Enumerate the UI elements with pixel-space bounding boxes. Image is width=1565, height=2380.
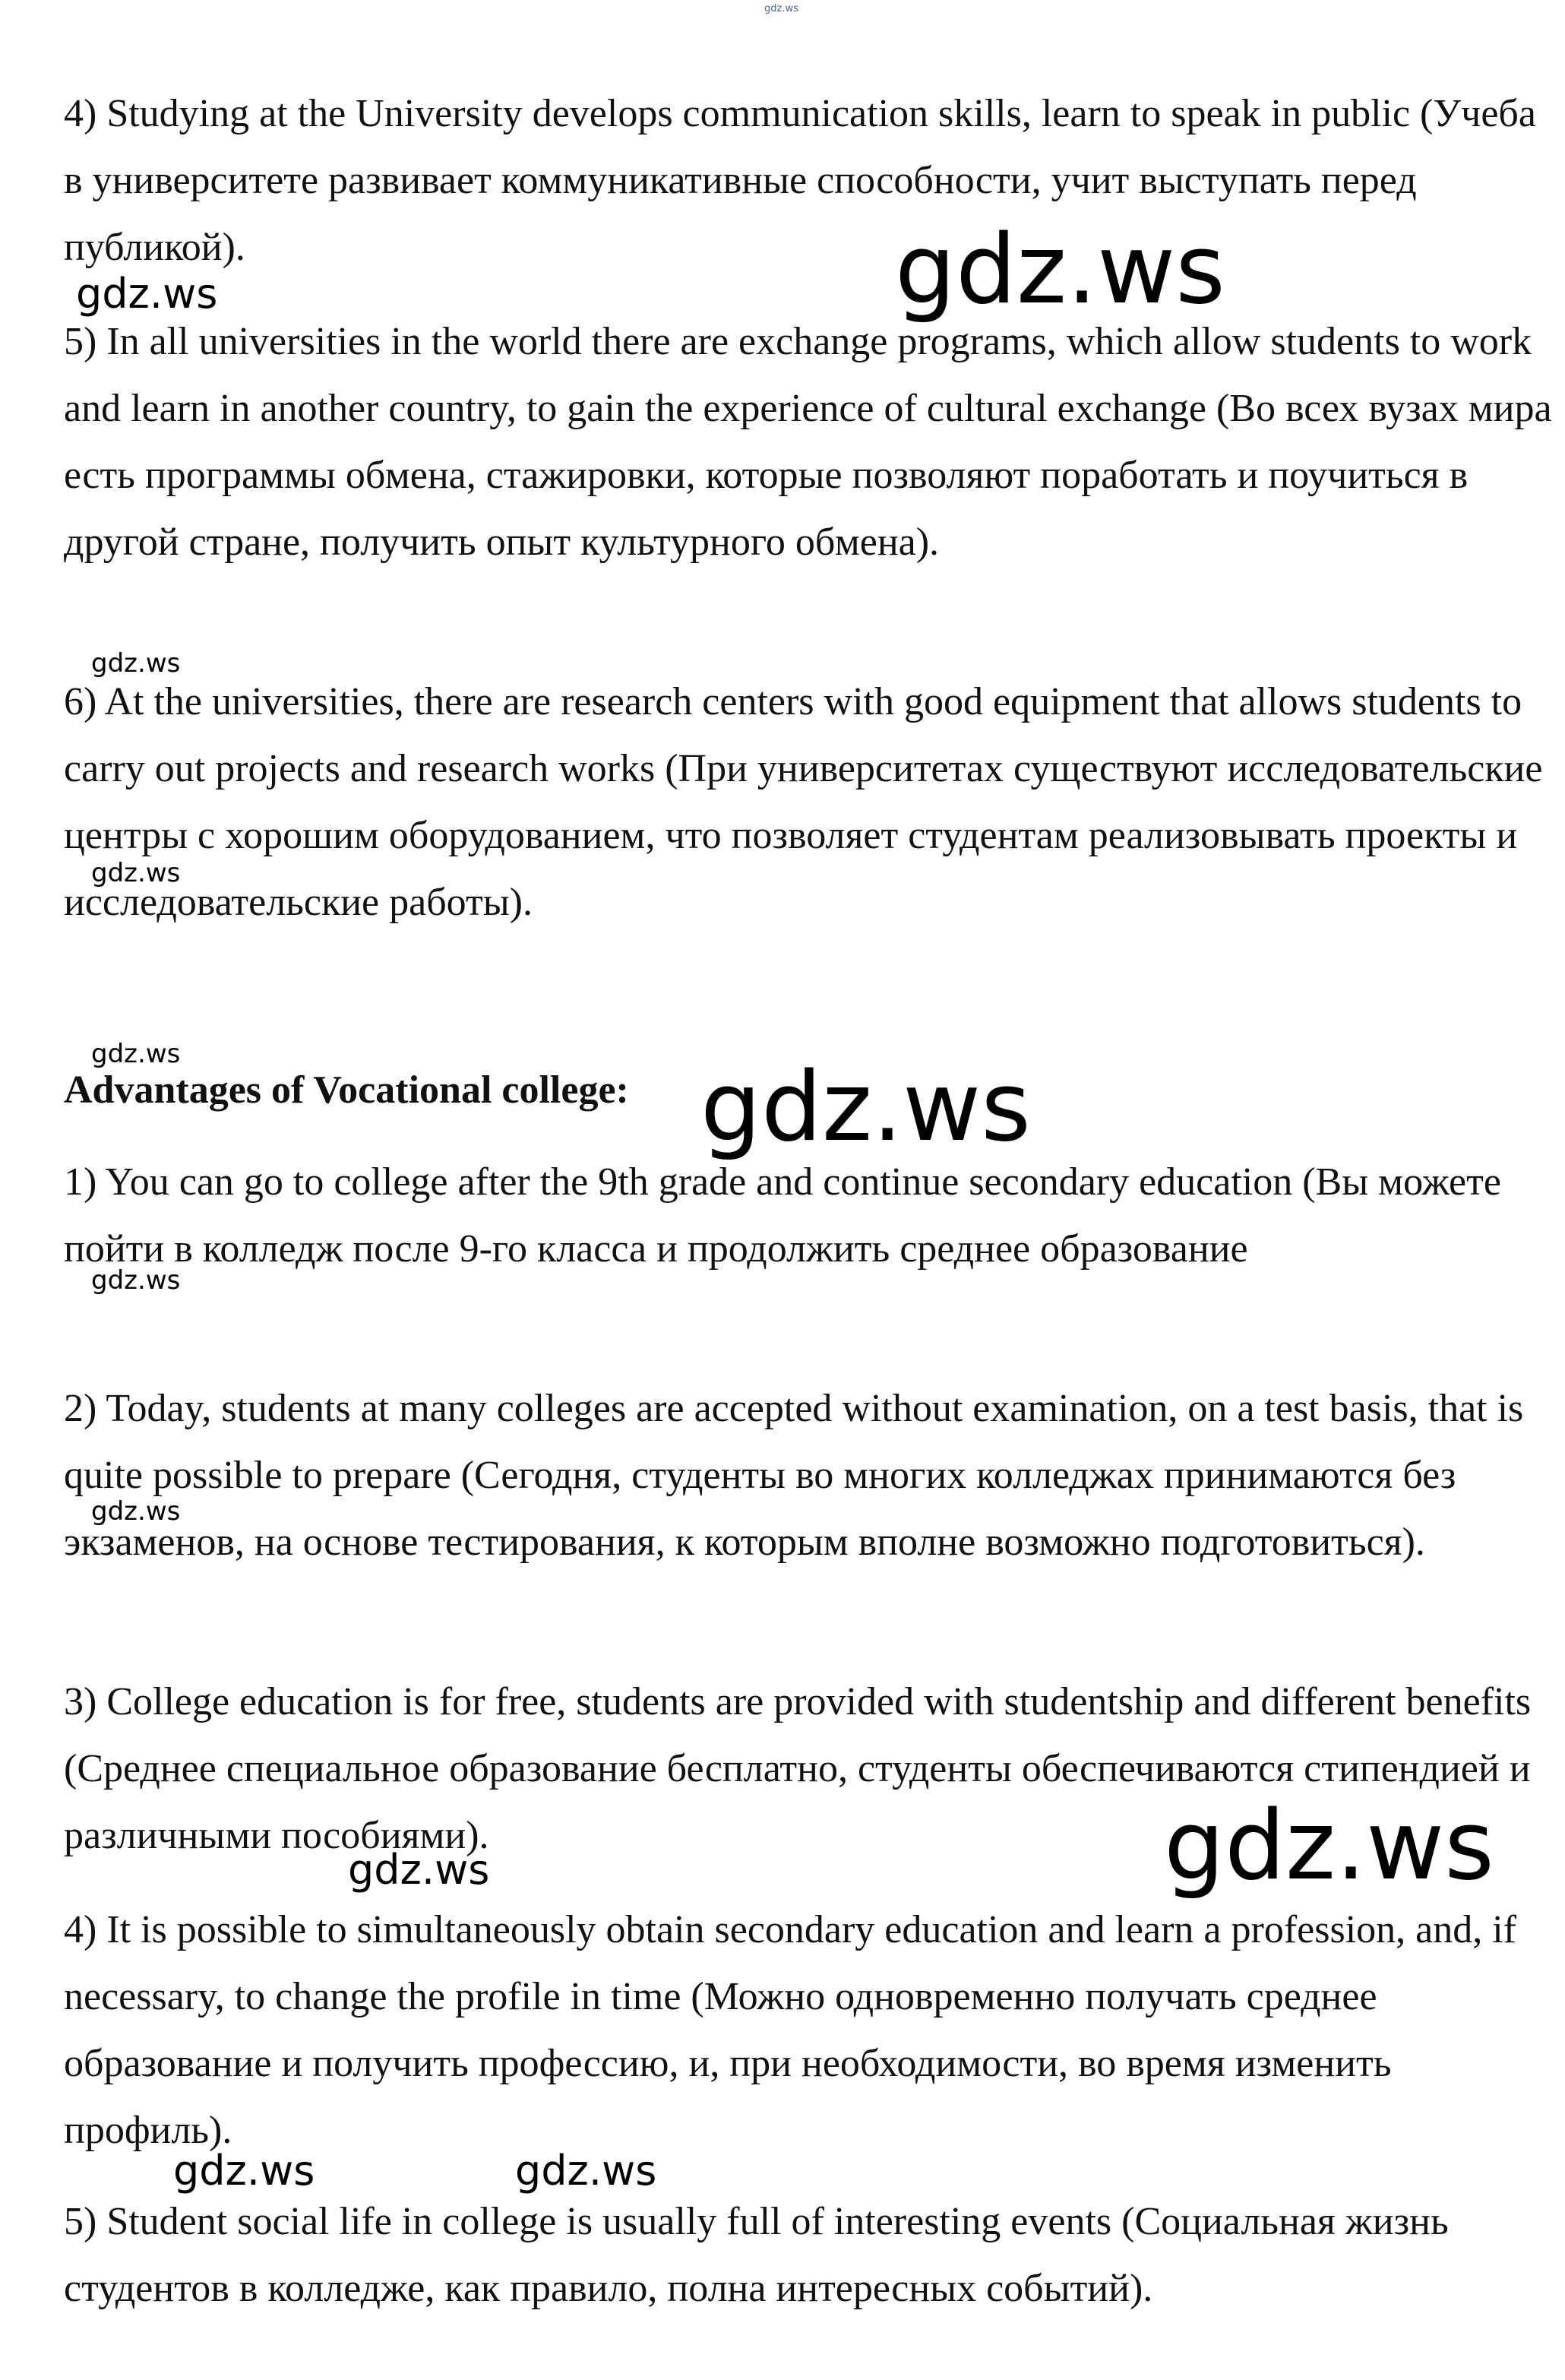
- paragraph-college-5: 5) Student social life in college is usually full of interesting events (Социальная жизнь студентов в колледже, как правило, полна интересных событий).: [64, 2200, 1449, 2310]
- paragraph-college-1: 1) You can go to college after the 9th grade and continue secondary education (Вы можете пойти в колледж после 9-го класса и продолжить среднее образование: [64, 1160, 1501, 1271]
- watermark-large: gdz.ws: [1164, 1790, 1494, 1901]
- watermark-small: gdz.ws: [91, 858, 181, 888]
- paragraph-college-4: 4) It is possible to simultaneously obtain secondary education and learn a profession, and, if necessary, to change the profile in time (Можно одновременно получать среднее образование и получить профессию, и, при необходимости, во время изменить профиль).: [64, 1908, 1516, 2152]
- paragraph-college-2: 2) Today, students at many colleges are accepted without examination, on a test basis, that is quite possible to prepare (Сегодня, студенты во многих колледжах принимаются без экзаменов, на основе тестирования, к которым вполне возможно подготовиться).: [64, 1387, 1524, 1564]
- watermark-small: gdz.ws: [91, 1265, 181, 1296]
- watermark-small: gdz.ws: [91, 1496, 181, 1527]
- watermark-large: gdz.ws: [700, 1051, 1031, 1163]
- watermark-large: gdz.ws: [895, 214, 1225, 325]
- paragraph-college-3: 3) College education is for free, students are provided with studentship and different benefits (Среднее специальное образование бесплатно, студенты обеспечиваются стипендией и различными пособиями).: [64, 1680, 1532, 1857]
- paragraph-university-4: 4) Studying at the University develops communication skills, learn to speak in public (Учеба в университете развивает коммуникативные способности, учит выступать перед публикой).: [64, 92, 1536, 269]
- watermark-medium: gdz.ws: [173, 2147, 315, 2195]
- paragraph-university-5: 5) In all universities in the world there are exchange programs, which allow students to work and learn in another country, to gain the experience of cultural exchange (Во всех вузах мира есть программы обмена, стажировки, которые позволяют поработать и поучиться в другой стране, получить опыт культурного обмена).: [64, 320, 1552, 564]
- watermark-small: gdz.ws: [91, 1039, 181, 1069]
- watermark-medium: gdz.ws: [76, 270, 218, 318]
- watermark-medium: gdz.ws: [515, 2147, 657, 2195]
- section-heading: Advantages of Vocational college:: [64, 1068, 629, 1112]
- page-header-watermark: gdz.ws: [764, 3, 798, 14]
- watermark-small: gdz.ws: [91, 648, 181, 679]
- watermark-medium: gdz.ws: [348, 1846, 490, 1894]
- paragraph-university-6: 6) At the universities, there are research centers with good equipment that allows students to carry out projects and research works (При университетах существуют исследовательские центры с хорошим оборудованием, что позволяет студентам реализовывать проекты и исследовательские работы).: [64, 680, 1543, 924]
